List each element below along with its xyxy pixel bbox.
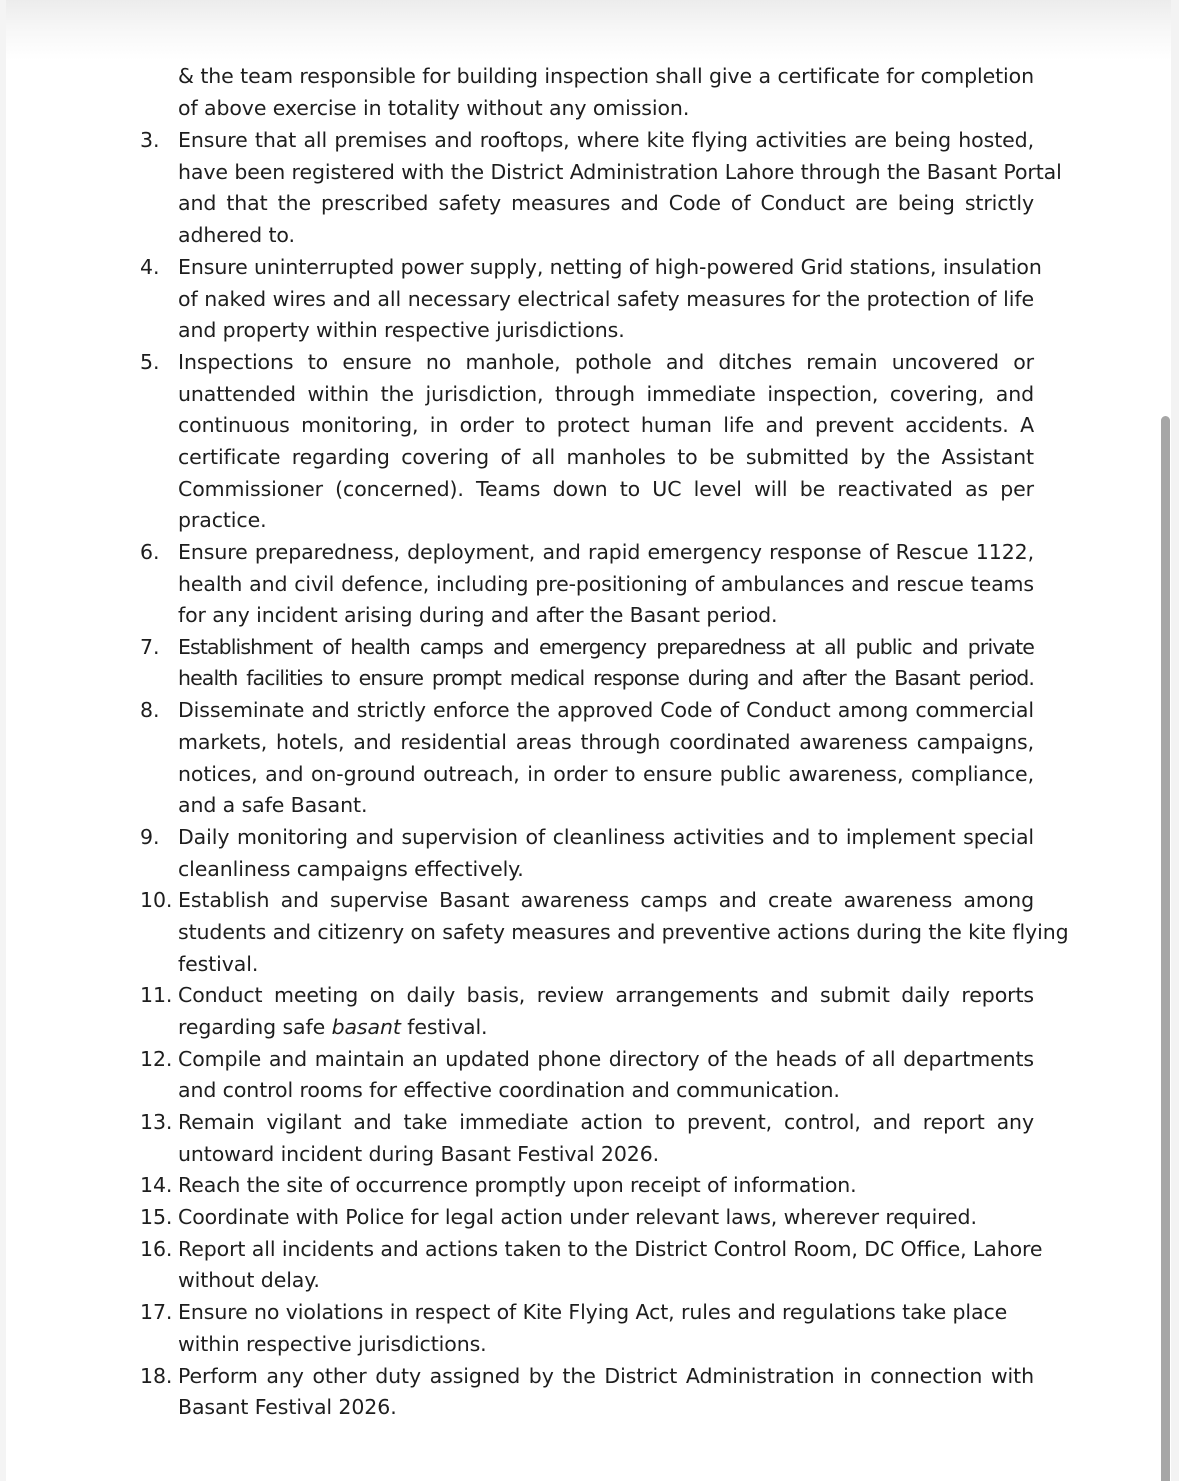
list-item-line: continuous monitoring, in order to protect human life and prevent accidents. A [178, 413, 1034, 437]
list-item-line: Ensure preparedness, deployment, and rapid emergency response of Rescue 1122, [178, 540, 1034, 564]
list-item-line: certificate regarding covering of all manholes to be submitted by the Assistant [178, 445, 1034, 469]
list-item-line: and property within respective jurisdictions. [178, 318, 625, 342]
italic-word: basant [331, 1015, 401, 1039]
list-item-number: 13. [140, 1110, 173, 1134]
list-item-line: markets, hotels, and residential areas through coordinated awareness campaigns, [178, 730, 1034, 754]
list-item-line: students and citizenry on safety measures and preventive actions during the kite flying [178, 920, 1069, 944]
list-item-line: Ensure that all premises and rooftops, where kite flying activities are being hosted, [178, 128, 1034, 152]
list-item-number: 9. [140, 825, 160, 849]
list-item-number: 4. [140, 255, 160, 279]
scroll-gutter [1171, 0, 1179, 1481]
list-item-line: Daily monitoring and supervision of cleanliness activities and to implement special [178, 825, 1034, 849]
list-item-line: Establishment of health camps and emergency preparedness at all public and private [178, 635, 1034, 659]
vertical-scrollbar-thumb[interactable] [1161, 416, 1170, 1481]
list-item-number: 15. [140, 1205, 173, 1229]
list-item-line: Report all incidents and actions taken to the District Control Room, DC Office, Lahore [178, 1237, 1043, 1261]
list-item-line: Establish and supervise Basant awareness camps and create awareness among [178, 888, 1034, 912]
list-item-line: and a safe Basant. [178, 793, 368, 817]
list-item-line: cleanliness campaigns effectively. [178, 857, 524, 881]
list-item-number: 7. [140, 635, 160, 659]
list-item-line: and that the prescribed safety measures and Code of Conduct are being strictly [178, 191, 1034, 215]
list-item-line: health and civil defence, including pre-positioning of ambulances and rescue teams [178, 572, 1034, 596]
list-item-line: and control rooms for effective coordination and communication. [178, 1078, 840, 1102]
text-run: festival. [400, 1015, 488, 1039]
list-item-line: for any incident arising during and after the Basant period. [178, 603, 778, 627]
list-item-line: Coordinate with Police for legal action under relevant laws, wherever required. [178, 1205, 977, 1229]
list-item-number: 16. [140, 1237, 173, 1261]
list-item-line: unattended within the jurisdiction, through immediate inspection, covering, and [178, 382, 1034, 406]
list-item-number: 11. [140, 983, 173, 1007]
list-item-line: have been registered with the District Administration Lahore through the Basant Portal [178, 160, 1062, 184]
list-item-line: notices, and on-ground outreach, in order to ensure public awareness, compliance, [178, 762, 1034, 786]
list-item-line: Basant Festival 2026. [178, 1395, 397, 1419]
list-item-line [178, 1011, 1034, 1043]
list-item-number: 18. [140, 1364, 173, 1388]
top-shadow [0, 0, 1179, 60]
list-item-line: adhered to. [178, 223, 295, 247]
continuation-line: & the team responsible for building inspection shall give a certificate for completion [178, 64, 1034, 88]
list-item-line: Ensure no violations in respect of Kite Flying Act, rules and regulations take place [178, 1300, 1008, 1324]
list-item-line: Reach the site of occurrence promptly upon receipt of information. [178, 1173, 857, 1197]
list-item-line: Inspections to ensure no manhole, pothole and ditches remain uncovered or [178, 350, 1034, 374]
list-item-line: Perform any other duty assigned by the District Administration in connection with [178, 1364, 1034, 1388]
list-item-line: Conduct meeting on daily basis, review arrangements and submit daily reports [178, 983, 1034, 1007]
left-edge [0, 0, 6, 1481]
list-item-number: 14. [140, 1173, 173, 1197]
list-item-number: 8. [140, 698, 160, 722]
list-item-line: Compile and maintain an updated phone directory of the heads of all departments [178, 1047, 1034, 1071]
list-item-number: 12. [140, 1047, 173, 1071]
list-item-number: 6. [140, 540, 160, 564]
list-item-number: 5. [140, 350, 160, 374]
list-item-line: Disseminate and strictly enforce the approved Code of Conduct among commercial [178, 698, 1034, 722]
list-item-line: of naked wires and all necessary electrical safety measures for the protection of life [178, 287, 1034, 311]
list-item-number: 17. [140, 1300, 173, 1324]
list-item-line: Commissioner (concerned). Teams down to UC level will be reactivated as per [178, 477, 1034, 501]
continuation-line: of above exercise in totality without any omission. [178, 96, 690, 120]
list-item-number: 10. [140, 888, 173, 912]
text-run: regarding safe [178, 1015, 332, 1039]
list-item-line: practice. [178, 508, 267, 532]
list-item-line: untoward incident during Basant Festival 2026. [178, 1142, 660, 1166]
list-item-line: Remain vigilant and take immediate action to prevent, control, and report any [178, 1110, 1034, 1134]
list-item-line: without delay. [178, 1268, 320, 1292]
list-item-line: Ensure uninterrupted power supply, netting of high-powered Grid stations, insulation [178, 255, 1042, 279]
list-item-number: 3. [140, 128, 160, 152]
list-item-line: festival. [178, 952, 259, 976]
list-item-line: within respective jurisdictions. [178, 1332, 487, 1356]
list-item-line: health facilities to ensure prompt medical response during and after the Basant period. [178, 666, 1034, 690]
